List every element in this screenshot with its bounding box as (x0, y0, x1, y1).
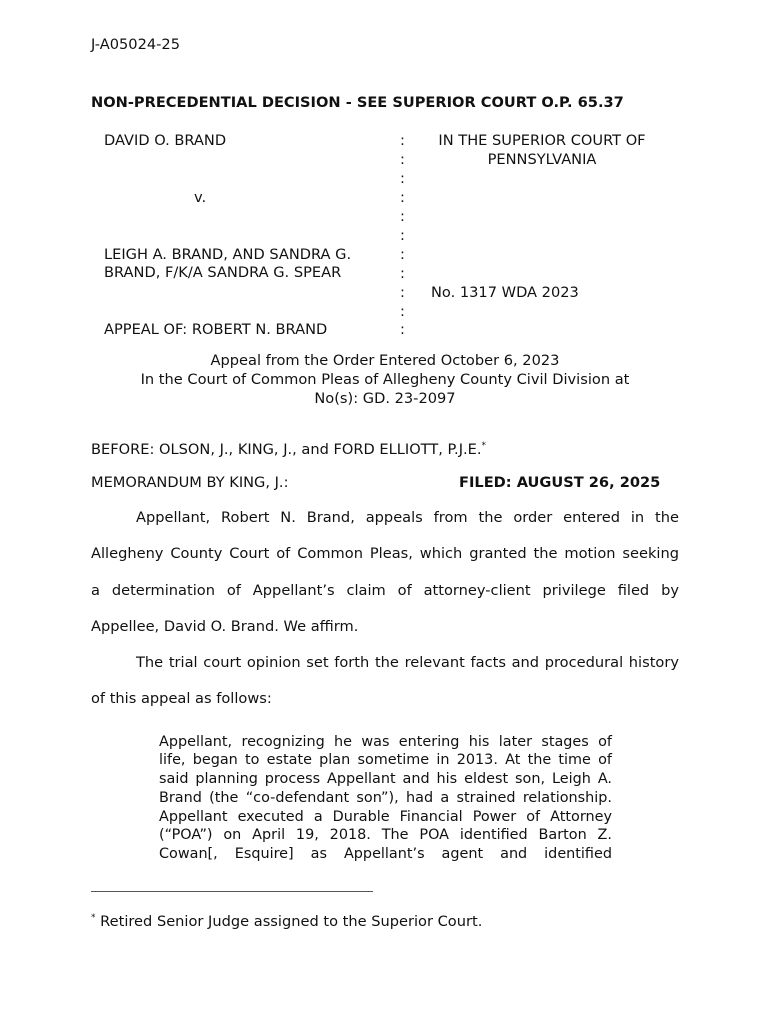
colon: : (400, 132, 405, 149)
colon: : (400, 284, 405, 301)
footnote (91, 915, 482, 930)
quote-line: Cowan[, Esquire] as Appellant’s agent and identified (159, 846, 612, 862)
court-name-line2: PENNSYLVANIA (487, 151, 597, 168)
paragraph-line: of this appeal as follows: (91, 690, 272, 707)
court-name-line1: IN THE SUPERIOR COURT OF (438, 132, 646, 149)
case-number: No. 1317 WDA 2023 (431, 284, 579, 301)
footnote-marker: * (91, 913, 96, 924)
docket-id: J-A05024-25 (91, 36, 180, 53)
memorandum-by: MEMORANDUM BY KING, J.: (91, 474, 289, 491)
quote-line: life, began to estate plan sometime in 2013. At the time of (159, 752, 612, 768)
paragraph-line: Appellant, Robert N. Brand, appeals from the order entered in the (136, 509, 679, 526)
footnote-separator (91, 891, 373, 892)
colon: : (400, 321, 405, 338)
party-defendant-line2: BRAND, F/K/A SANDRA G. SPEAR (104, 264, 342, 281)
colon: : (400, 227, 405, 244)
footnote-ref: * (481, 441, 486, 452)
paragraph-line: a determination of Appellant’s claim of attorney-client privilege filed by (91, 582, 679, 599)
versus: v. (194, 189, 207, 206)
panel-judges: BEFORE: OLSON, J., KING, J., and FORD ELLIOTT, P.J.E. (91, 441, 482, 458)
colon: : (400, 303, 405, 320)
footnote-text: Retired Senior Judge assigned to the Superior Court. (95, 913, 483, 930)
colon: : (400, 246, 405, 263)
party-plaintiff: DAVID O. BRAND (104, 132, 227, 149)
paragraph-line: The trial court opinion set forth the relevant facts and procedural history (136, 654, 679, 671)
party-defendant-line1: LEIGH A. BRAND, AND SANDRA G. (104, 246, 352, 263)
filed-date: FILED: AUGUST 26, 2025 (459, 474, 661, 491)
appeal-info-line1: Appeal from the Order Entered October 6, 2023 (210, 352, 560, 369)
paragraph-line: Appellee, David O. Brand. We affirm. (91, 618, 359, 635)
quote-line: Appellant, recognizing he was entering his later stages of (159, 734, 612, 750)
appeal-info-line2: In the Court of Common Pleas of Allegheny County Civil Division at (140, 371, 630, 388)
quote-line: (“POA”) on April 19, 2018. The POA identified Barton Z. (159, 827, 612, 843)
appeal-of: APPEAL OF: ROBERT N. BRAND (104, 321, 328, 338)
colon: : (400, 208, 405, 225)
decision-notice: NON-PRECEDENTIAL DECISION - SEE SUPERIOR COURT O.P. 65.37 (91, 94, 624, 111)
quote-line: Appellant executed a Durable Financial Power of Attorney (159, 809, 612, 825)
colon: : (400, 170, 405, 187)
panel-line (91, 443, 486, 458)
appeal-info-line3: No(s): GD. 23-2097 (314, 390, 456, 407)
paragraph-line: Allegheny County Court of Common Pleas, which granted the motion seeking (91, 545, 679, 562)
quote-line: said planning process Appellant and his eldest son, Leigh A. (159, 771, 612, 787)
colon: : (400, 189, 405, 206)
colon: : (400, 265, 405, 282)
colon: : (400, 151, 405, 168)
quote-line: Brand (the “co-defendant son”), had a strained relationship. (159, 790, 612, 806)
